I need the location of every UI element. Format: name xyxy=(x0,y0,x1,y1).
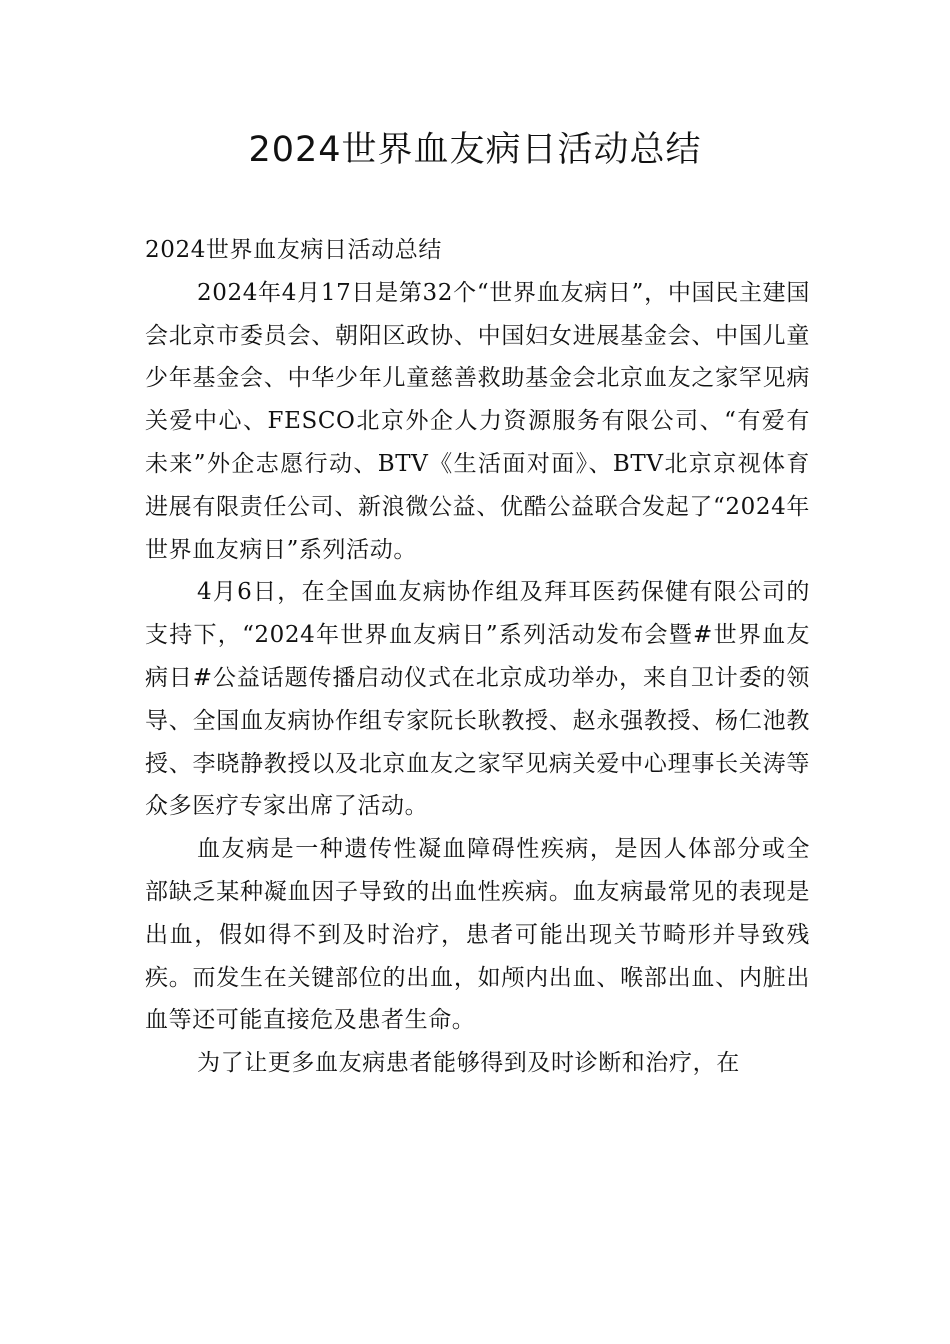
paragraph-2: 4月6日，在全国血友病协作组及拜耳医药保健有限公司的支持下，“2024年世界血友病日”系列活动发布会暨#世界血友病日#公益话题传播启动仪式在北京成功举办，来自卫计委的领导、全国血友病协作组专家阮长耿教授、赵永强教授、杨仁池教授、李晓静教授以及北京血友之家罕见病关爱中心理事长关涛等众多医疗专家出席了活动。 xyxy=(145,579,810,820)
paragraph-3: 血友病是一种遗传性凝血障碍性疾病，是因人体部分或全部缺乏某种凝血因子导致的出血性疾病。血友病最常见的表现是出血，假如得不到及时治疗，患者可能出现关节畸形并导致残疾。而发生在关键部位的出血，如颅内出血、喉部出血、内脏出血等还可能直接危及患者生命。 xyxy=(145,836,810,1034)
document-subtitle: 2024世界血友病日活动总结 xyxy=(145,237,442,263)
paragraph-1: 2024年4月17日是第32个“世界血友病日”，中国民主建国会北京市委员会、朝阳区政协、中国妇女进展基金会、中国儿童少年基金会、中华少年儿童慈善救助基金会北京血友之家罕见病关爱中心、FESCO北京外企人力资源服务有限公司、“有爱有未来”外企志愿行动、BTV《生活面对面》、BTV北京京视体育进展有限责任公司、新浪微公益、优酷公益联合发起了“2024年世界血友病日”系列活动。 xyxy=(145,279,810,563)
paragraph-4: 为了让更多血友病患者能够得到及时诊断和治疗，在 xyxy=(197,1050,740,1077)
document-body xyxy=(145,229,810,1085)
document-title: 2024世界血友病日活动总结 xyxy=(248,130,702,170)
